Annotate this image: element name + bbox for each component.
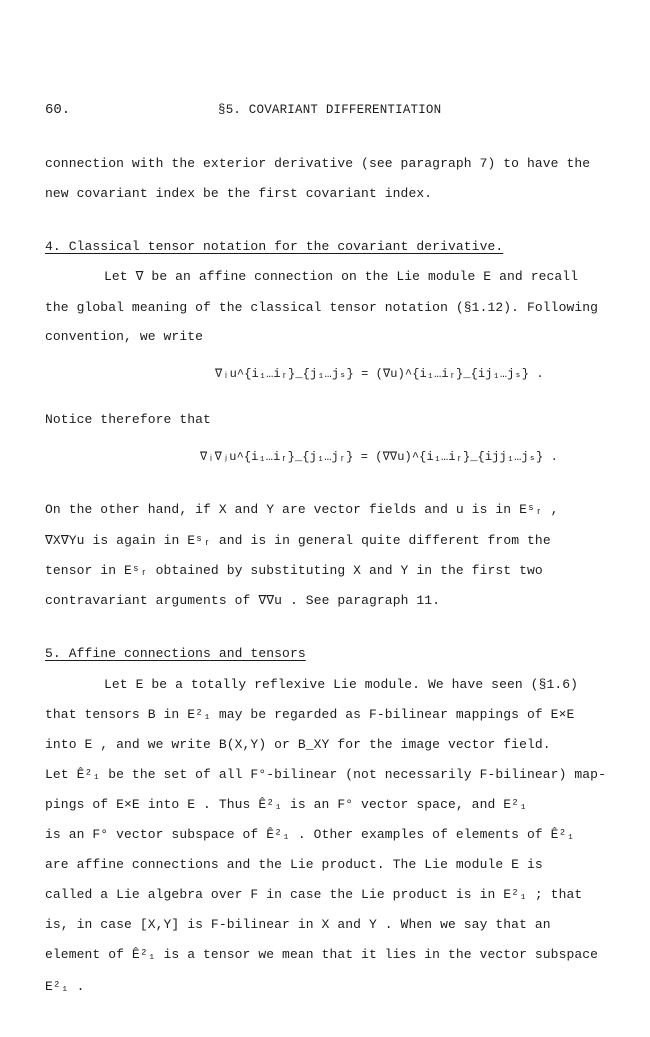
text-line: pings of E×E into E . Thus Ê²₁ is an F° vector space, and E²₁	[45, 797, 527, 812]
text-line: On the other hand, if X and Y are vector fields and u is in Eˢᵣ ,	[45, 502, 559, 517]
text-line: tensor in Eˢᵣ obtained by substituting X and Y in the first two	[45, 563, 543, 578]
text-line: E²₁ .	[45, 979, 85, 994]
text-line: is, in case [X,Y] is F-bilinear in X and Y . When we say that an	[45, 917, 551, 932]
page-number: 60.	[45, 102, 71, 118]
section-heading-5: 5. Affine connections and tensors	[45, 646, 306, 661]
text-line: convention, we write	[45, 329, 204, 344]
text-line: connection with the exterior derivative (see paragraph 7) to have the	[45, 156, 591, 171]
text-line: Notice therefore that	[45, 412, 211, 427]
text-line: is an F° vector subspace of Ê²₁ . Other examples of elements of Ê²₁	[45, 827, 575, 842]
text-line: contravariant arguments of ∇∇u . See paragraph 11.	[45, 593, 441, 608]
running-head: §5. COVARIANT DIFFERENTIATION	[218, 103, 442, 117]
equation-2: ∇ᵢ∇ⱼu^{i₁…iᵣ}_{j₁…jᵣ} = (∇∇u)^{i₁…iᵣ}_{ijj₁…jₛ} .	[200, 450, 558, 464]
text-line: that tensors B in E²₁ may be regarded as F-bilinear mappings of E×E	[45, 707, 575, 722]
equation-1: ∇ᵢu^{i₁…iᵣ}_{j₁…jₛ} = (∇u)^{i₁…iᵣ}_{ij₁…jₛ} .	[215, 367, 544, 381]
section-heading-4: 4. Classical tensor notation for the covariant derivative.	[45, 239, 504, 254]
text-line: new covariant index be the first covariant index.	[45, 186, 433, 201]
text-line: into E , and we write B(X,Y) or B_XY for the image vector field.	[45, 737, 551, 752]
text-line: ∇X∇Yu is again in Eˢᵣ and is in general quite different from the	[45, 533, 551, 548]
text-line: the global meaning of the classical tensor notation (§1.12). Following	[45, 300, 599, 315]
text-line: Let E be a totally reflexive Lie module. We have seen (§1.6)	[104, 677, 579, 692]
text-line: called a Lie algebra over F in case the Lie product is in E²₁ ; that	[45, 887, 583, 902]
text-line: element of Ê²₁ is a tensor we mean that it lies in the vector subspace	[45, 947, 599, 962]
text-line: are affine connections and the Lie product. The Lie module E is	[45, 857, 543, 872]
text-line: Let Ê²₁ be the set of all F°-bilinear (not necessarily F-bilinear) map-	[45, 767, 606, 782]
text-line: Let ∇ be an affine connection on the Lie module E and recall	[104, 269, 579, 284]
